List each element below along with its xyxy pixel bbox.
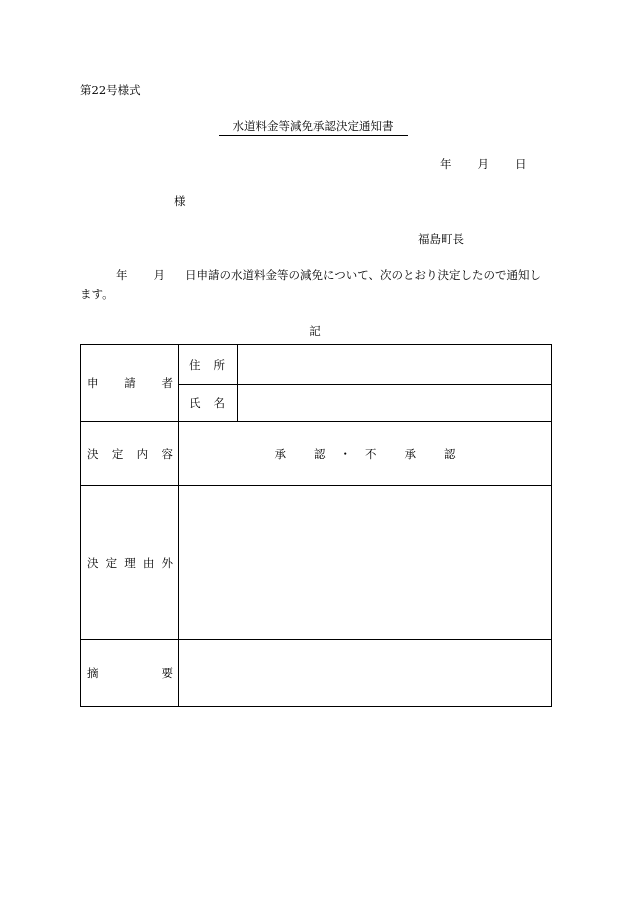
name-label: 氏 名 bbox=[189, 396, 225, 410]
detail-table bbox=[80, 344, 552, 707]
reason-value-cell[interactable] bbox=[179, 486, 552, 640]
date-year: 年 bbox=[440, 157, 452, 171]
form-number: 第22号様式 bbox=[80, 83, 141, 97]
decision-label-cell bbox=[81, 422, 179, 486]
summary-label-cell bbox=[81, 640, 179, 707]
date-line bbox=[440, 156, 527, 172]
applicant-label: 申 請 者 bbox=[87, 376, 173, 390]
date-day: 日 bbox=[515, 157, 527, 171]
body-sentence: 日申請の水道料金等の減免について、次のとおり決定したので通知します。 bbox=[80, 268, 542, 301]
summary-value-cell[interactable] bbox=[179, 640, 552, 707]
applicant-label-cell bbox=[81, 345, 179, 422]
decision-label: 決 定 内 容 bbox=[87, 446, 173, 461]
body-text bbox=[80, 266, 552, 304]
body-month: 月 bbox=[153, 268, 165, 282]
reason-label-cell bbox=[81, 486, 179, 640]
ki-heading: 記 bbox=[309, 324, 321, 338]
date-month: 月 bbox=[477, 157, 489, 171]
address-value-cell[interactable] bbox=[238, 345, 552, 385]
issuer-name: 福島町長 bbox=[418, 232, 464, 246]
decision-value-cell[interactable]: 承 認 ・ 不 承 認 bbox=[179, 422, 552, 486]
name-label-cell bbox=[179, 385, 238, 422]
address-label: 住 所 bbox=[189, 357, 225, 372]
address-label-cell bbox=[179, 345, 238, 385]
body-year: 年 bbox=[116, 268, 128, 282]
addressee-suffix: 様 bbox=[174, 194, 186, 208]
name-value-cell[interactable] bbox=[238, 385, 552, 422]
document-title bbox=[0, 118, 630, 136]
summary-label: 摘 要 bbox=[87, 666, 173, 680]
document-title-text: 水道料金等減免承認決定通知書 bbox=[219, 118, 408, 136]
reason-label: 決 定 理 由 外 bbox=[87, 555, 173, 570]
